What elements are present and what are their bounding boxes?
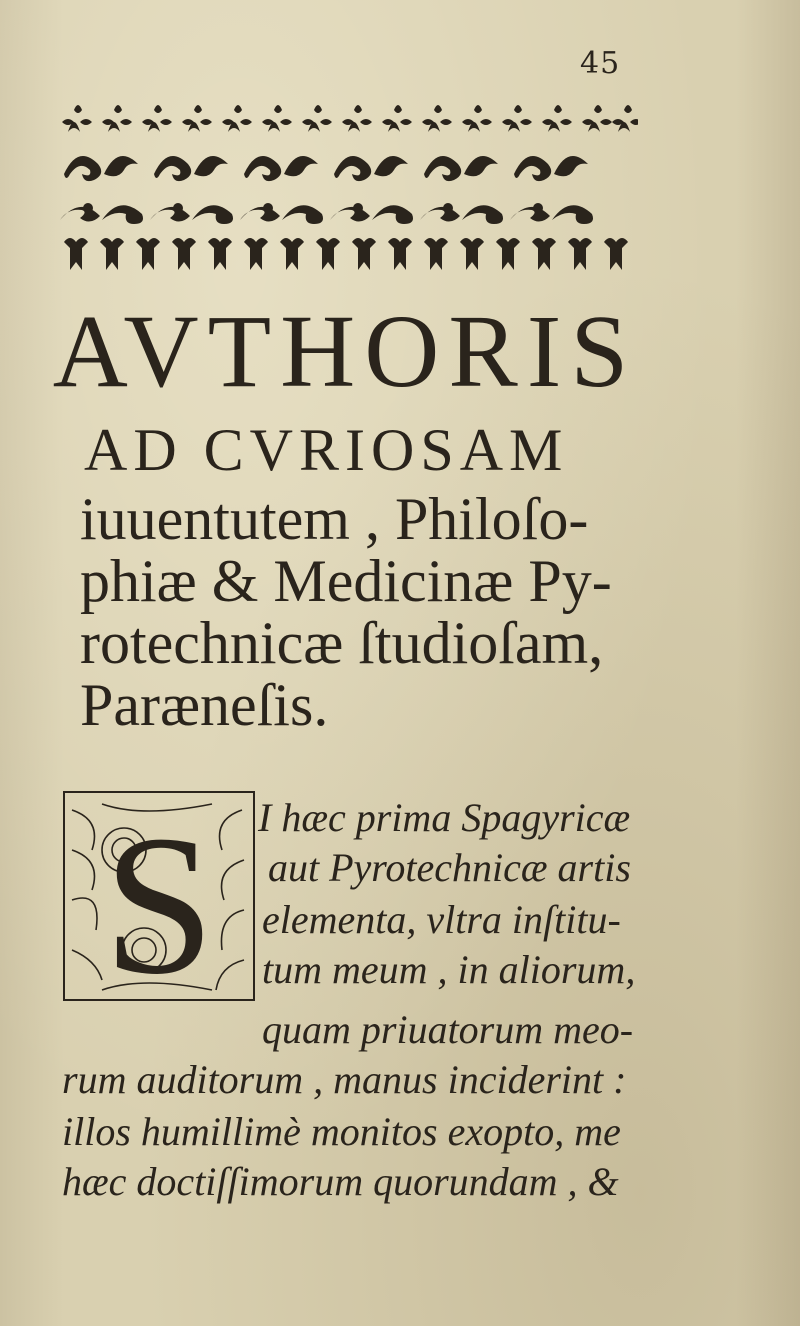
title-main: AVTHORIS	[52, 294, 638, 409]
paragraph-line: aut Pyrotechnicæ artis	[268, 845, 631, 890]
paragraph-line: I hæc prima Spagyricæ	[258, 795, 631, 840]
paragraph-line: illos humillimè monitos exopto, me	[62, 1109, 621, 1154]
title-body	[80, 488, 660, 736]
paragraph-line: quam priuatorum meo-	[262, 1007, 634, 1052]
paragraph-line: tum meum , in aliorum,	[262, 947, 636, 992]
page-number: 45	[580, 46, 621, 81]
paragraph-line: hæc doctiſſimorum quorundam , &	[62, 1159, 619, 1204]
title-body-line: Paræneſis.	[80, 672, 329, 738]
title-subtitle: AD CVRIOSAM	[84, 417, 569, 483]
dropcap-letter: S	[103, 795, 215, 1002]
title-body-line: iuuentutem , Philoſo-	[80, 486, 589, 552]
paragraph-line: rum auditorum , manus inciderint :	[62, 1057, 627, 1102]
ornamental-dropcap-icon	[62, 790, 256, 1002]
paragraph-line: elementa, vltra inſtitu-	[262, 897, 621, 942]
title-body-line: rotechnicæ ſtudioſam,	[80, 610, 604, 676]
ornament-band-icon	[58, 92, 638, 278]
title-body-line: phiæ & Medicinæ Py-	[80, 548, 612, 614]
